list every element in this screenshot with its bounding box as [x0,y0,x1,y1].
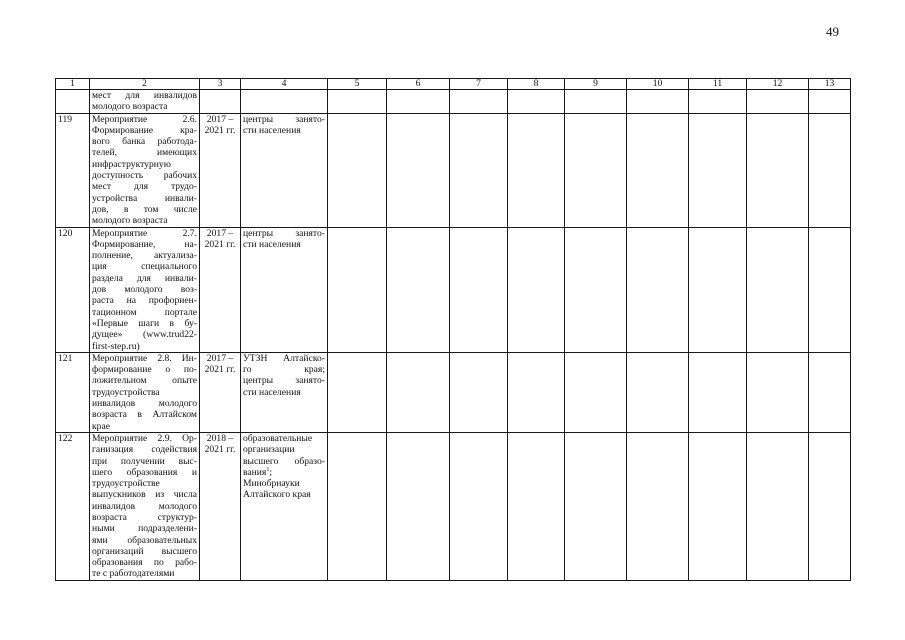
empty-cell [809,352,851,432]
text-line: дов молодого воз- [92,284,197,296]
text-line: мест для инвалидов [92,90,197,101]
text-line: 2021 гг. [204,124,236,136]
text-line: 2017 – [206,113,234,125]
executor-cell [241,90,328,114]
table-row [56,90,851,114]
text-line: образования по рабо- [92,557,197,569]
row-number: 120 [58,227,73,239]
period-cell [200,113,241,227]
row-number: 119 [58,113,73,125]
empty-cell [627,227,689,352]
text-line: 2017 – [206,352,234,364]
text-line: 2017 – [206,227,234,239]
plan-table [55,78,851,581]
measure-description-cell [90,90,200,114]
footnote-mark: 1 [266,466,270,473]
text-line: полнение, актуализа- [92,250,197,262]
empty-cell [627,113,689,227]
executor-cell [241,227,328,352]
empty-cell [387,352,450,432]
text-line: тационном портале [92,306,197,318]
text-line: центры занято- [243,227,325,239]
row-number-cell [56,90,90,114]
empty-cell [328,227,387,352]
text-line: раста на профориен- [92,295,197,307]
empty-cell [450,352,508,432]
text-line: вания$^1$; [243,466,273,478]
text-line: инфраструктурную [92,158,171,170]
page-number: 49 [826,24,839,39]
empty-cell [747,352,809,432]
empty-cell [508,113,565,227]
measure-description-cell [90,227,200,352]
empty-cell [809,227,851,352]
column-header: 4 [241,79,328,90]
measure-description-cell [90,113,200,227]
row-number-cell [56,113,90,227]
plan-table-body [56,90,851,581]
text-line: высшего образо- [243,455,325,467]
empty-cell [328,432,387,580]
period-cell [200,352,241,432]
text-line: формирование о по- [92,364,197,376]
empty-cell [747,90,809,114]
text-line: ными подразделени- [92,523,197,535]
empty-cell [387,227,450,352]
column-header: 9 [565,79,627,90]
row-number-cell [56,352,90,432]
row-number: 121 [58,352,73,364]
period-cell [200,90,241,114]
text-line: молодого возраста [92,215,168,227]
text-line: сти населения [243,238,301,250]
text-line: вого банка работода- [92,136,197,148]
text-line: 2021 гг. [204,238,236,250]
empty-cell [809,113,851,227]
text-line: 2021 гг. [204,364,236,376]
empty-cell [450,227,508,352]
text-line: Мероприятие 2.7. [92,227,197,239]
empty-cell [689,90,747,114]
column-header: 3 [200,79,241,90]
empty-cell [450,90,508,114]
text-line: организации [243,444,295,456]
empty-cell [627,90,689,114]
text-line: Мероприятие 2.9. Ор- [92,432,197,444]
text-line: сти населения [243,386,301,398]
text-line: УТЗН Алтайско- [243,352,325,364]
text-line: инвалидов молодого [92,398,197,410]
empty-cell [565,90,627,114]
column-header: 8 [508,79,565,90]
empty-cell [627,432,689,580]
empty-cell [627,352,689,432]
column-header: 12 [747,79,809,90]
empty-cell [747,113,809,227]
text-line: сти населения [243,124,301,136]
executor-cell [241,352,328,432]
empty-cell [809,90,851,114]
empty-cell [747,432,809,580]
table-row [56,113,851,227]
empty-cell [387,113,450,227]
executor-cell [241,113,328,227]
text-line: мест для трудо- [92,181,197,193]
text-line: 2021 гг. [204,444,236,456]
empty-cell [328,113,387,227]
text-line: организаций высшего [92,545,197,557]
text-line: молодого возраста [92,101,168,113]
text-line: 2018 – [206,432,234,444]
table-row [56,227,851,352]
column-header: 10 [627,79,689,90]
empty-cell [689,113,747,227]
empty-cell [565,227,627,352]
text-line: доступность рабочих [92,170,197,182]
empty-cell [747,227,809,352]
empty-cell [328,352,387,432]
text-line: Алтайского края [243,489,311,501]
text-line: Формирование кра- [92,124,197,136]
text-line: дов, в том числе [92,203,197,215]
text-line: возраста в Алтайском [92,409,197,421]
period-cell [200,432,241,580]
empty-cell [508,227,565,352]
text-line: Формирование, на- [92,238,197,250]
text-line: возраста структур- [92,511,197,523]
empty-cell [689,432,747,580]
text-line: дущее» (www.trud22- [92,329,197,341]
text-line: ция специального [92,261,197,273]
text-line: «Первые шаги в бу- [92,317,197,329]
empty-cell [450,113,508,227]
text-line: first-step.ru) [92,340,140,352]
row-number-cell [56,432,90,580]
column-header: 13 [809,79,851,90]
text-line: ганизация содействия [92,444,197,456]
text-line: центры занято- [243,375,325,387]
column-header: 2 [90,79,200,90]
text-line: Минобрнауки [243,478,300,490]
column-number-row [56,79,851,90]
column-header: 5 [328,79,387,90]
text-line: образовательные [243,432,313,444]
empty-cell [387,90,450,114]
text-line: инвалидов молодого [92,500,197,512]
text-line: го края; [243,364,325,376]
column-header: 6 [387,79,450,90]
executor-cell [241,432,328,580]
footnote-suffix: ; [269,466,273,478]
table-row [56,352,851,432]
empty-cell [328,90,387,114]
period-cell [200,227,241,352]
measure-description-cell [90,352,200,432]
empty-cell [565,352,627,432]
text-line: при получении выс- [92,455,197,467]
text-line: центры занято- [243,113,325,125]
empty-cell [508,432,565,580]
text-line: трудоустройства [92,386,160,398]
text-line: Мероприятие 2.6. [92,113,197,125]
text-line: телей, имеющих [92,147,197,159]
column-header: 7 [450,79,508,90]
text-line: Мероприятие 2.8. Ин- [92,352,197,364]
empty-cell [508,352,565,432]
empty-cell [508,90,565,114]
text-line: выпускников из числа [92,489,197,501]
empty-cell [565,432,627,580]
text-line: те с работодателями [92,568,175,580]
text-line: раздела для инвали- [92,272,197,284]
empty-cell [689,352,747,432]
column-header: 1 [56,79,90,90]
text-line: устройства инвали- [92,192,197,204]
empty-cell [450,432,508,580]
text-line: трудоустройстве [92,478,160,490]
empty-cell [387,432,450,580]
text-line: ями образовательных [92,534,197,546]
row-number: 122 [58,432,73,444]
empty-cell [689,227,747,352]
table-row [56,432,851,580]
measure-description-cell [90,432,200,580]
column-header: 11 [689,79,747,90]
text-line: шего образования и [92,466,197,478]
empty-cell [565,113,627,227]
row-number-cell [56,227,90,352]
empty-cell [809,432,851,580]
text-line: ложительном опыте [92,375,197,387]
text-line: крае [92,420,110,432]
